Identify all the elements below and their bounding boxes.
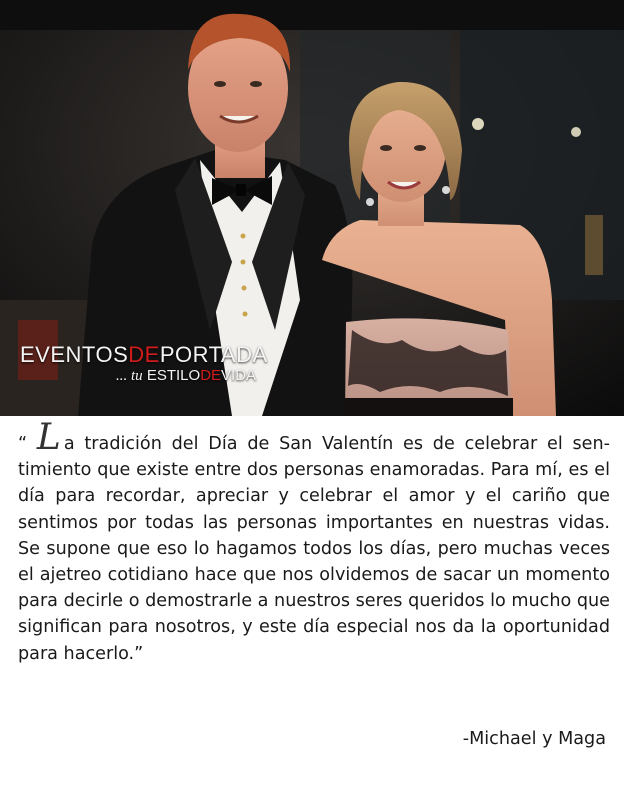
brand-tagline-prefix: ... tu xyxy=(116,368,143,384)
brand-name-part3: PORTADA xyxy=(159,342,268,367)
brand-tagline-part2: DE xyxy=(200,367,222,384)
brand-tagline-part3: VIDA xyxy=(221,367,257,384)
brand-name-part2: DE xyxy=(128,342,160,367)
brand-logo xyxy=(20,342,268,384)
quote-text xyxy=(18,417,611,667)
brand-tagline xyxy=(116,367,256,385)
brand-tagline-part1: ESTILO xyxy=(146,367,201,384)
brand-name-part1: EVENTOS xyxy=(20,342,129,367)
brand-name xyxy=(20,343,268,367)
quote-initial: L xyxy=(36,417,61,458)
quote-signature: -Michael y Maga xyxy=(462,729,606,749)
quote-body: a tradición del Día de San Valentín es de celebrar el sen-timiento que existe entre dos personas enamoradas. Para mí, es el día para recordar, apreciar y celebrar el amor y el cariño que sentimos por todas las personas importantes en nuestras vidas. Se supone que eso lo hagamos todos los días, pero muchas veces el ajetreo cotidiano hace que nos olvidemos de sacar un momento para decirle o demostrarle a nuestros seres queridos lo mucho que significan para nosotros, y este día especial nos da la oportunidad para hacerlo.” xyxy=(18,434,611,664)
quote-open-mark: “ xyxy=(18,434,28,454)
